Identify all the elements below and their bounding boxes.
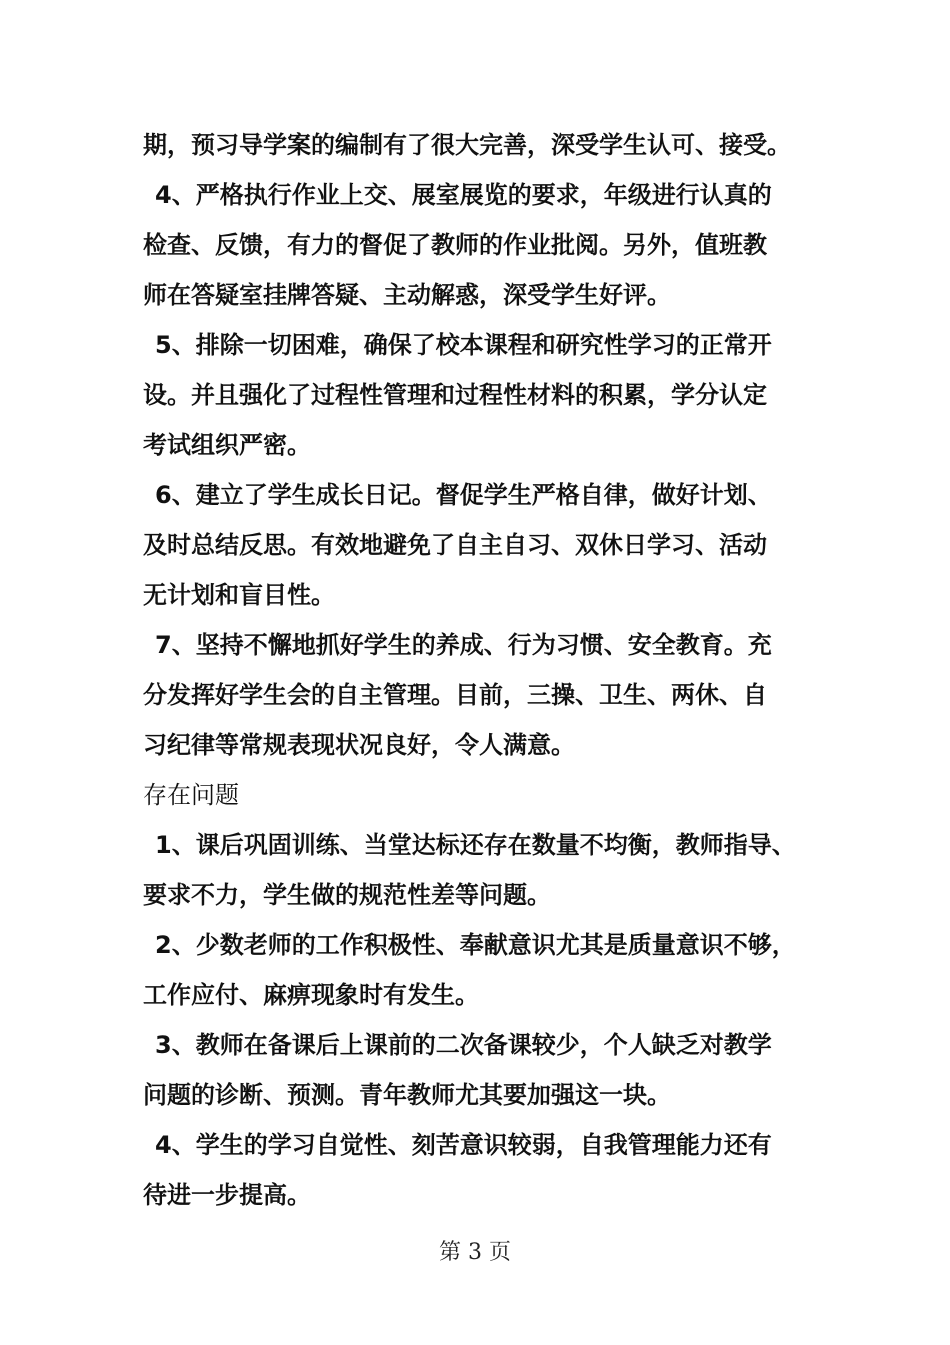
- text-line: 分发挥好学生会的自主管理。目前，三操、卫生、两休、自: [143, 681, 767, 709]
- text-line: 4、严格执行作业上交、展室展览的要求，年级进行认真的: [155, 181, 772, 209]
- text-line: 3、教师在备课后上课前的二次备课较少，个人缺乏对教学: [155, 1031, 772, 1059]
- text-line: 7、坚持不懈地抓好学生的养成、行为习惯、安全教育。充: [155, 631, 772, 659]
- text-line: 设。并且强化了过程性管理和过程性材料的积累，学分认定: [143, 381, 767, 409]
- text-line: 问题的诊断、预测。青年教师尤其要加强这一块。: [143, 1081, 671, 1109]
- text-line: 期，预习导学案的编制有了很大完善，深受学生认可、接受。: [143, 131, 791, 159]
- text-line: 检查、反馈，有力的督促了教师的作业批阅。另外，值班教: [143, 231, 767, 259]
- text-line: 4、学生的学习自觉性、刻苦意识较弱，自我管理能力还有: [155, 1131, 772, 1159]
- text-line: 及时总结反思。有效地避免了自主自习、双休日学习、活动: [143, 531, 767, 559]
- section-heading: 存在问题: [143, 781, 239, 809]
- text-line: 2、少数老师的工作积极性、奉献意识尤其是质量意识不够，: [155, 931, 796, 959]
- text-line: 工作应付、麻痹现象时有发生。: [143, 981, 479, 1009]
- text-line: 待进一步提高。: [143, 1181, 311, 1209]
- text-line: 师在答疑室挂牌答疑、主动解惑，深受学生好评。: [143, 281, 671, 309]
- document-body: [143, 120, 808, 1220]
- text-line: 1、课后巩固训练、当堂达标还存在数量不均衡，教师指导、: [155, 831, 796, 859]
- text-line: 6、建立了学生成长日记。督促学生严格自律，做好计划、: [155, 481, 772, 509]
- text-line: 无计划和盲目性。: [143, 581, 335, 609]
- text-line: 要求不力，学生做的规范性差等问题。: [143, 881, 551, 909]
- text-line: 5、排除一切困难，确保了校本课程和研究性学习的正常开: [155, 331, 772, 359]
- text-line: 习纪律等常规表现状况良好，令人满意。: [143, 731, 575, 759]
- text-line: 考试组织严密。: [143, 431, 311, 459]
- page-number: 第 3 页: [439, 1240, 511, 1265]
